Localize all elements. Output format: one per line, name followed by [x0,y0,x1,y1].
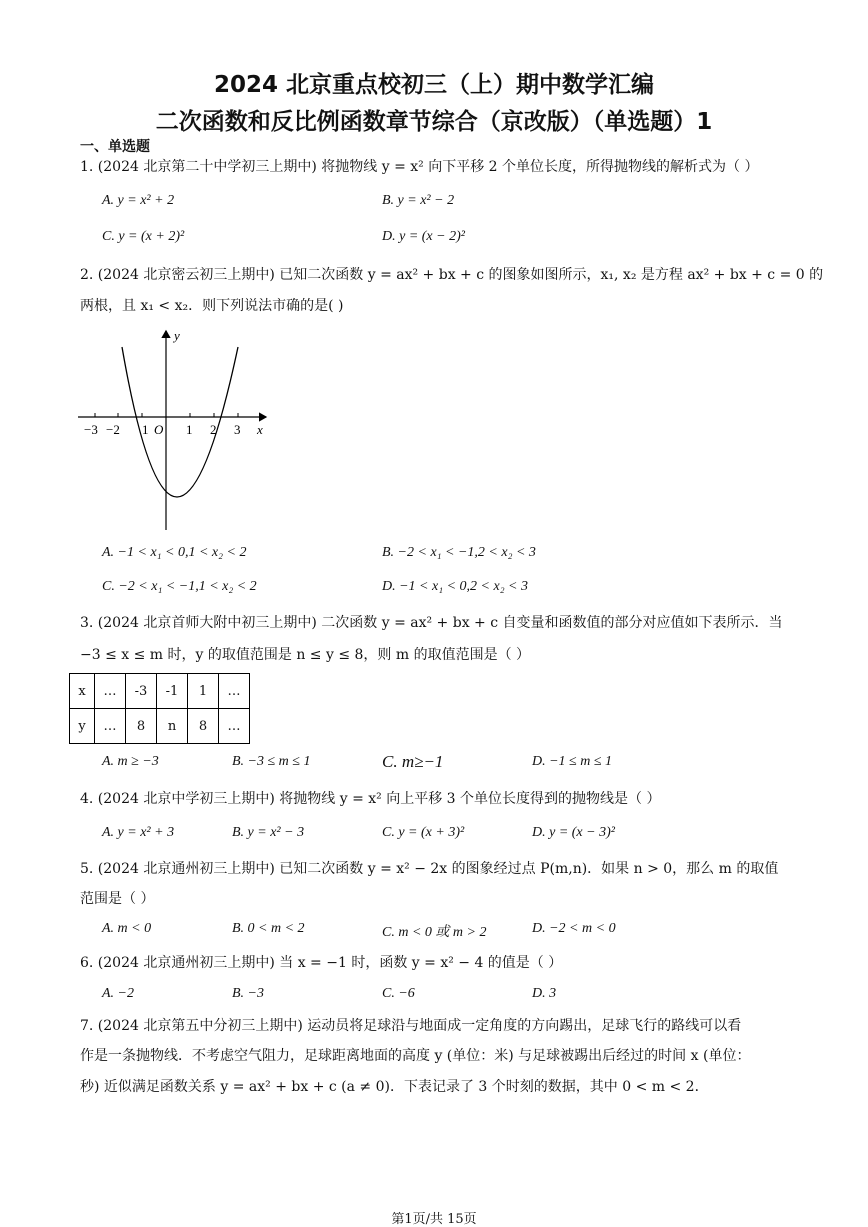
q6-option-a: A. −2 [102,986,134,1001]
q2-option-b: B. −2 < x₁ < −1,2 < x₂ < 3 [382,545,536,560]
origin-label: O [154,422,164,437]
x-tick-label: 1 [142,422,149,437]
q4-option-a: A. y = x² + 3 [102,825,175,840]
page-subtitle: 二次函数和反比例函数章节综合（京改版）（单选题）1 [155,109,713,135]
q5-option-d: D. −2 < m < 0 [532,921,616,936]
table-cell: y [70,709,95,744]
question-2-stem-line2: 两根，且 x₁ < x₂．则下列说法市确的是( ) [80,298,344,314]
section-label: 一、单选题 [80,139,150,155]
q1-option-c: C. y = (x + 2)² [102,229,185,244]
q2-option-c: C. −2 < x₁ < −1,1 < x₂ < 2 [102,579,257,594]
question-3-stem-line2: −3 ≤ x ≤ m 时，y 的取值范围是 n ≤ y ≤ 8，则 m 的取值范围是（ ） [80,647,531,663]
question-2-stem-line1: 2. (2024 北京密云初三上期中) 已知二次函数 y = ax² + bx + c 的图象如图所示，x₁, x₂ 是方程 ax² + bx + c = 0 的 [80,267,824,283]
page-title: 2024 北京重点校初三（上）期中数学汇编 [213,72,655,98]
q3-option-b: B. −3 ≤ m ≤ 1 [232,754,311,769]
q5-option-b: B. 0 < m < 2 [232,921,305,936]
x-tick-label: 3 [234,422,241,437]
table-cell: … [95,709,126,744]
question-1-stem: 1. (2024 北京第二十中学初三上期中) 将抛物线 y = x² 向下平移 2 个单位长度，所得抛物线的解析式为（ ） [80,159,759,175]
table-cell: … [95,674,126,709]
question-7-stem-line3: 秒) 近似满足函数关系 y = ax² + bx + c (a ≠ 0)．下表记录了 3 个时刻的数据，其中 0 < m < 2． [80,1079,709,1095]
x-tick-label: −2 [106,422,120,437]
q4-option-c: C. y = (x + 3)² [382,825,465,840]
parabola-curve [122,347,238,497]
table-row [70,709,250,744]
parabola-graph [70,325,280,535]
q2-option-d: D. −1 < x₁ < 0,2 < x₂ < 3 [382,579,529,594]
table-row [70,674,250,709]
table-cell: … [219,709,250,744]
q3-option-a: A. m ≥ −3 [102,754,159,769]
x-tick-label: 1 [186,422,193,437]
table-cell: -1 [157,674,188,709]
question-5-stem-line2: 范围是（ ） [80,891,155,907]
table-cell: 1 [188,674,219,709]
value-table [69,673,250,744]
x-axis-label: x [257,422,263,437]
page-footer: 第1页/共 15页 [391,1212,477,1227]
question-3-stem-line1: 3. (2024 北京首师大附中初三上期中) 二次函数 y = ax² + bx + c 自变量和函数值的部分对应值如下表所示．当 [80,615,783,631]
x-tick-label: 2 [210,422,217,437]
q6-option-b: B. −3 [232,986,264,1001]
q3-option-c: C. m≥−1 [382,752,444,771]
question-5-stem-line1: 5. (2024 北京通州初三上期中) 已知二次函数 y = x² − 2x 的图象经过点 P(m,n)．如果 n > 0，那么 m 的取值 [80,861,779,877]
question-6-stem: 6. (2024 北京通州初三上期中) 当 x = −1 时，函数 y = x² − 4 的值是（ ） [80,955,563,971]
table-cell: 8 [126,709,157,744]
q1-option-b: B. y = x² − 2 [382,193,455,208]
q1-option-d: D. y = (x − 2)² [382,229,465,244]
q6-option-d: D. 3 [532,986,557,1001]
table-cell: n [157,709,188,744]
table-cell: … [219,674,250,709]
y-axis-label: y [174,328,180,343]
q4-option-d: D. y = (x − 3)² [532,825,615,840]
question-4-stem: 4. (2024 北京中学初三上期中) 将抛物线 y = x² 向上平移 3 个单位长度得到的抛物线是（ ） [80,791,661,807]
question-7-stem-line1: 7. (2024 北京第五中分初三上期中) 运动员将足球沿与地面成一定角度的方向踢出，足球飞行的路线可以看 [80,1018,742,1034]
q4-option-b: B. y = x² − 3 [232,825,305,840]
q5-option-a: A. m < 0 [102,921,152,936]
question-7-stem-line2: 作是一条抛物线．不考虑空气阻力，足球距离地面的高度 y (单位：米) 与足球被踢出后经过的时间 x (单位： [80,1048,751,1064]
table-cell: 8 [188,709,219,744]
q3-option-d: D. −1 ≤ m ≤ 1 [532,754,613,769]
q6-option-c: C. −6 [382,986,415,1001]
x-tick-label: −3 [84,422,98,437]
q2-option-a: A. −1 < x₁ < 0,1 < x₂ < 2 [102,545,247,560]
table-cell: x [70,674,95,709]
q5-option-c: C. m < 0 或 m > 2 [382,925,487,940]
q1-option-a: A. y = x² + 2 [102,193,175,208]
table-cell: -3 [126,674,157,709]
